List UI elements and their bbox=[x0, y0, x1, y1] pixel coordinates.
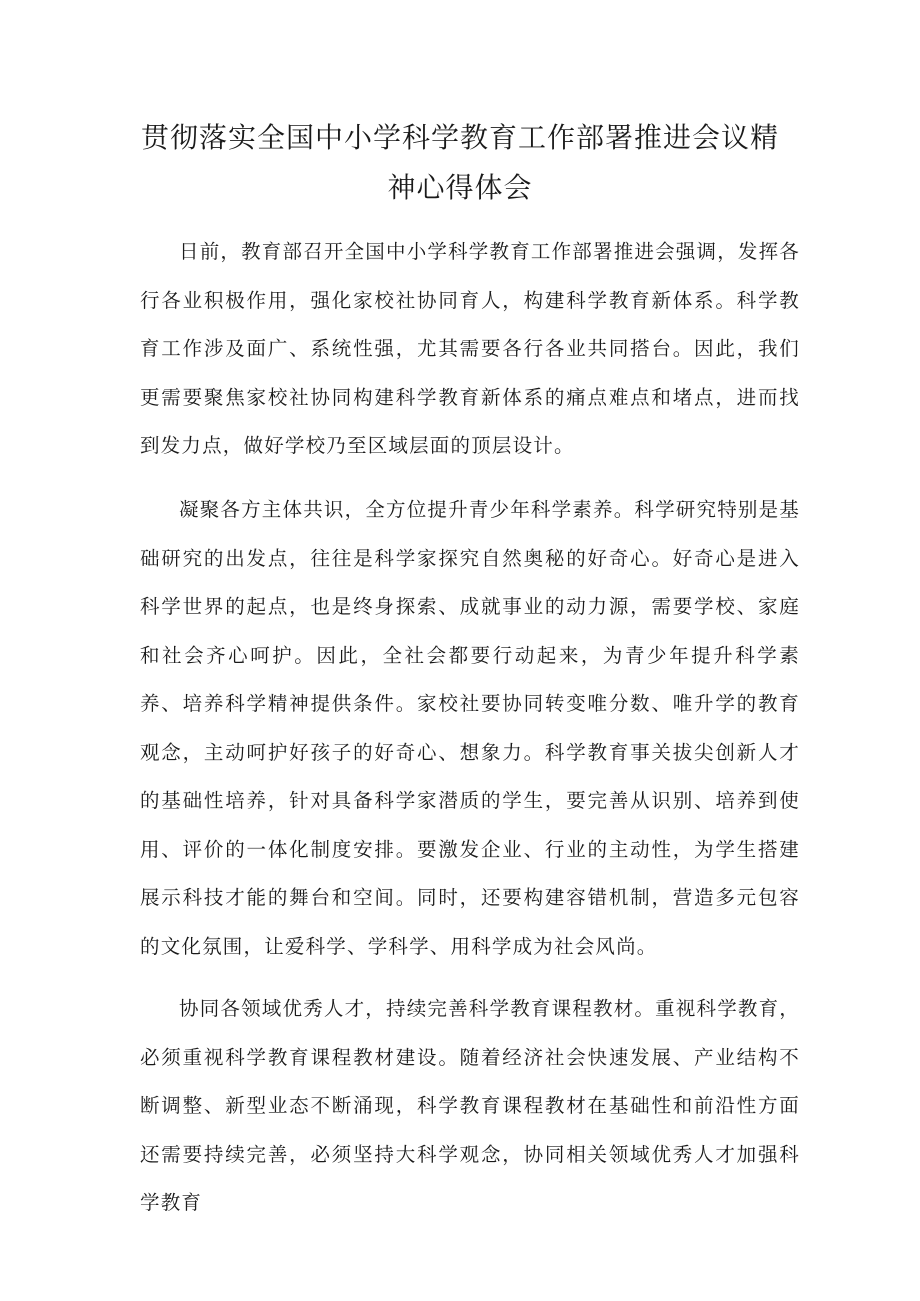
paragraph-1: 日前，教育部召开全国中小学科学教育工作部署推进会强调，发挥各行各业积极作用，强化家校社协同育人，构建科学教育新体系。科学教育工作涉及面广、系统性强，尤其需要各行各业共同搭台。因此，我们更需要聚焦家校社协同构建科学教育新体系的痛点难点和堵点，进而找到发力点，做好学校乃至区域层面的顶层设计。 bbox=[140, 240, 801, 457]
document-title-line-1: 贯彻落实全国中小学科学教育工作部署推进会议精 bbox=[140, 121, 779, 154]
paragraph-3: 协同各领域优秀人才，持续完善科学教育课程教材。重视科学教育，必须重视科学教育课程教材建设。随着经济社会快速发展、产业结构不断调整、新型业态不断涌现，科学教育课程教材在基础性和前沿性方面还需要持续完善，必须坚持大科学观念，协同相关领域优秀人才加强科学教育 bbox=[140, 997, 801, 1214]
paragraph-2: 凝聚各方主体共识，全方位提升青少年科学素养。科学研究特别是基础研究的出发点，往往是科学家探究自然奥秘的好奇心。好奇心是进入科学世界的起点，也是终身探索、成就事业的动力源，需要学校、家庭和社会齐心呵护。因此，全社会都要行动起来，为青少年提升科学素养、培养科学精神提供条件。家校社要协同转变唯分数、唯升学的教育观念，主动呵护好孩子的好奇心、想象力。科学教育事关拔尖创新人才的基础性培养，针对具备科学家潜质的学生，要完善从识别、培养到使用、评价的一体化制度安排。要激发企业、行业的主动性，为学生搭建展示科技才能的舞台和空间。同时，还要构建容错机制，营造多元包容的文化氛围，让爱科学、学科学、用科学成为社会风尚。 bbox=[140, 498, 801, 958]
document-title-line-2: 神心得体会 bbox=[387, 171, 533, 204]
